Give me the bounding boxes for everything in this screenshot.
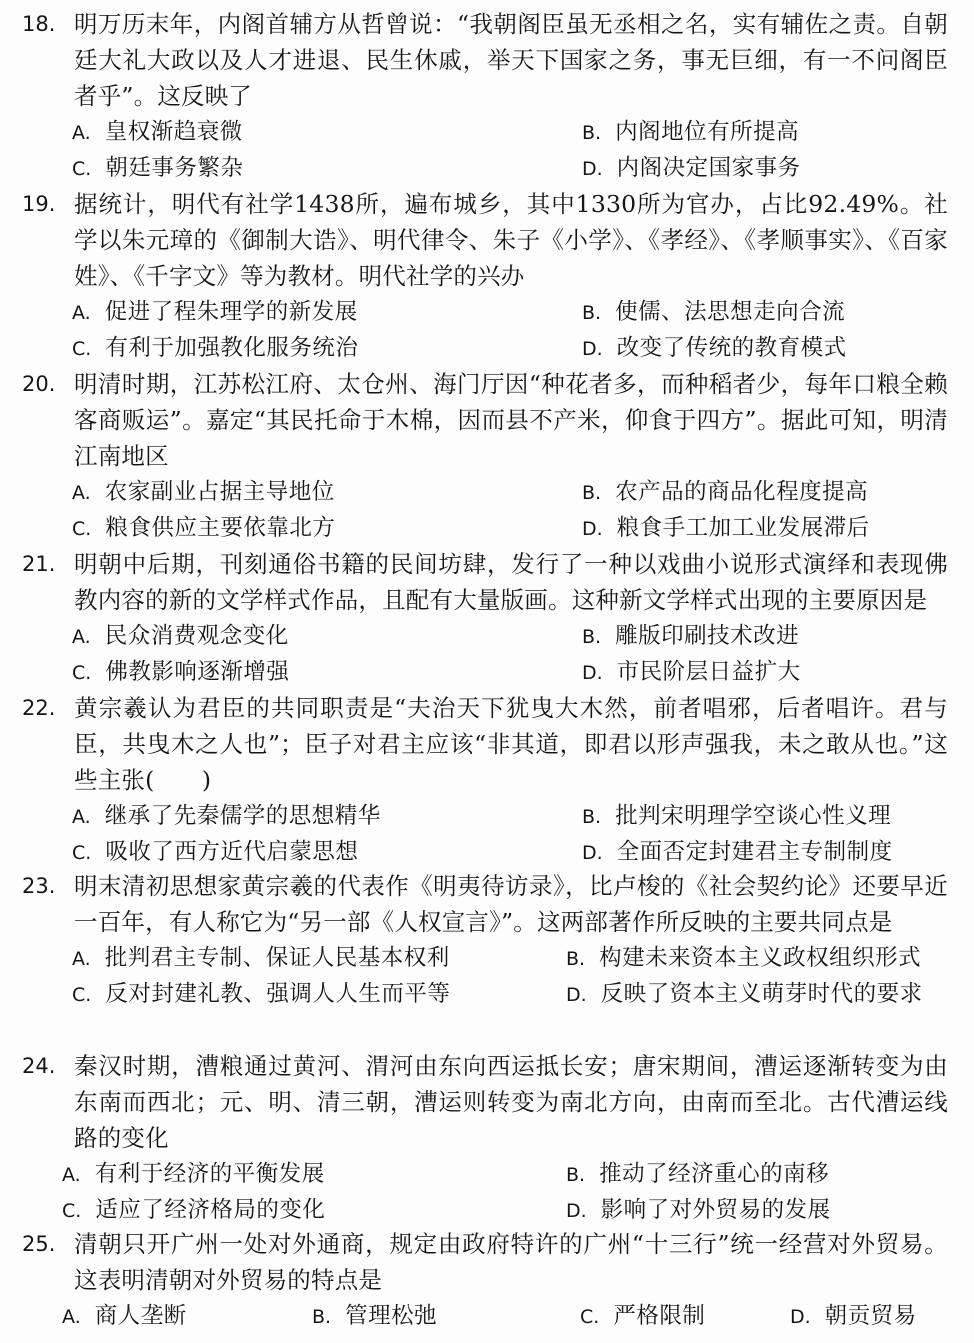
option-c: C. 朝廷事务繁杂 (72, 155, 244, 181)
question-text: 明清时期，江苏松江府、太仓州、海门厅因“种花者多，而种稻者少，每年口粮全赖客商贩运”。嘉定“其民托命于木棉，因而县不产米，仰食于四方”。据此可知，明清江南地区 (74, 370, 948, 470)
option-d: D. 内阁决定国家事务 (582, 155, 801, 181)
option-list (0, 940, 974, 1012)
option-list (0, 474, 974, 546)
option-a: A. 促进了程朱理学的新发展 (72, 299, 358, 325)
option-a: A. 继承了先秦儒学的思想精华 (72, 803, 381, 829)
option-b: B. 推动了经济重心的南移 (566, 1161, 830, 1187)
question-text: 明朝中后期，刊刻通俗书籍的民间坊肆，发行了一种以戏曲小说形式演绎和表现佛教内容的新的文学样式作品，且配有大量版画。这种新文学样式出现的主要原因是 (74, 550, 948, 614)
question-number: 22. (22, 696, 56, 720)
option-d: D. 全面否定封建君主专制制度 (582, 839, 893, 865)
question-23 (0, 868, 974, 1012)
question-21 (0, 546, 974, 690)
option-c: C. 严格限制 (580, 1303, 706, 1329)
question-number: 23. (22, 874, 56, 898)
question-stem (0, 1048, 974, 1156)
question-22 (0, 690, 974, 870)
option-a: A. 皇权渐趋衰微 (72, 119, 243, 145)
option-list (0, 618, 974, 690)
question-stem (0, 1226, 974, 1298)
option-a: A. 民众消费观念变化 (72, 623, 289, 649)
option-b: B. 管理松弛 (312, 1303, 438, 1329)
option-list (0, 798, 974, 870)
question-text: 清朝只开广州一处对外通商，规定由政府特许的广州“十三行”统一经营对外贸易。这表明清朝对外贸易的特点是 (74, 1230, 948, 1294)
option-d: D. 反映了资本主义萌芽时代的要求 (566, 981, 923, 1007)
option-b: B. 使儒、法思想走向合流 (582, 299, 846, 325)
question-number: 21. (22, 552, 56, 576)
option-list (0, 294, 974, 366)
question-stem (0, 6, 974, 114)
question-20 (0, 366, 974, 546)
option-list (0, 1298, 974, 1338)
question-number: 25. (22, 1232, 56, 1256)
option-a: A. 有利于经济的平衡发展 (62, 1161, 325, 1187)
question-number: 19. (22, 192, 56, 216)
option-d: D. 影响了对外贸易的发展 (566, 1197, 831, 1223)
question-19 (0, 186, 974, 366)
question-number: 24. (22, 1054, 56, 1078)
option-b: B. 雕版印刷技术改进 (582, 623, 800, 649)
option-list (0, 114, 974, 186)
option-c: C. 吸收了西方近代启蒙思想 (72, 839, 359, 865)
question-24 (0, 1048, 974, 1228)
option-d: D. 市民阶层日益扩大 (582, 659, 801, 685)
option-list (0, 1156, 974, 1228)
question-text: 据统计，明代有社学1438所，遍布城乡，其中1330所为官办，占比92.49%。社学以朱元璋的《御制大诰》、明代律令、朱子《小学》、《孝经》、《孝顺事实》、《百家姓》、《千字文》等为教材。明代社学的兴办 (74, 190, 948, 290)
question-stem (0, 186, 974, 294)
option-d: D. 朝贡贸易 (790, 1303, 917, 1329)
question-number: 20. (22, 372, 56, 396)
option-a: A. 商人垄断 (62, 1303, 187, 1329)
option-d: D. 粮食手工加工业发展滞后 (582, 515, 870, 541)
option-a: A. 批判君主专制、保证人民基本权利 (72, 945, 450, 971)
question-text: 明末清初思想家黄宗羲的代表作《明夷待访录》，比卢梭的《社会契约论》还要早近一百年，有人称它为“另一部《人权宣言》”。这两部著作所反映的主要共同点是 (74, 872, 948, 936)
option-c: C. 佛教影响逐渐增强 (72, 659, 290, 685)
question-stem (0, 546, 974, 618)
option-b: B. 批判宋明理学空谈心性义理 (582, 803, 892, 829)
question-stem (0, 690, 974, 798)
question-text: 黄宗羲认为君臣的共同职责是“夫治天下犹曳大木然，前者唱邪，后者唱许。君与臣，共曳木之人也”；臣子对君主应该“非其道，即君以形声强我，未之敢从也。”这些主张( ) (74, 694, 948, 794)
question-text: 秦汉时期，漕粮通过黄河、渭河由东向西运抵长安；唐宋期间，漕运逐渐转变为由东南而西北；元、明、清三朝，漕运则转变为南北方向，由南而至北。古代漕运线路的变化 (74, 1052, 948, 1152)
option-c: C. 粮食供应主要依靠北方 (72, 515, 336, 541)
option-b: B. 构建未来资本主义政权组织形式 (566, 945, 922, 971)
option-d: D. 改变了传统的教育模式 (582, 335, 847, 361)
option-b: B. 内阁地位有所提高 (582, 119, 800, 145)
option-c: C. 反对封建礼教、强调人人生而平等 (72, 981, 451, 1007)
option-c: C. 有利于加强教化服务统治 (72, 335, 359, 361)
question-stem (0, 366, 974, 474)
question-stem (0, 868, 974, 940)
option-b: B. 农产品的商品化程度提高 (582, 479, 869, 505)
question-25 (0, 1226, 974, 1338)
question-number: 18. (22, 12, 56, 36)
option-c: C. 适应了经济格局的变化 (62, 1197, 326, 1223)
question-text: 明万历末年，内阁首辅方从哲曾说：“我朝阁臣虽无丞相之名，实有辅佐之责。自朝廷大礼大政以及人才进退、民生休戚，举天下国家之务，事无巨细，有一不问阁臣者乎”。这反映了 (74, 10, 948, 110)
option-a: A. 农家副业占据主导地位 (72, 479, 335, 505)
question-18 (0, 6, 974, 186)
